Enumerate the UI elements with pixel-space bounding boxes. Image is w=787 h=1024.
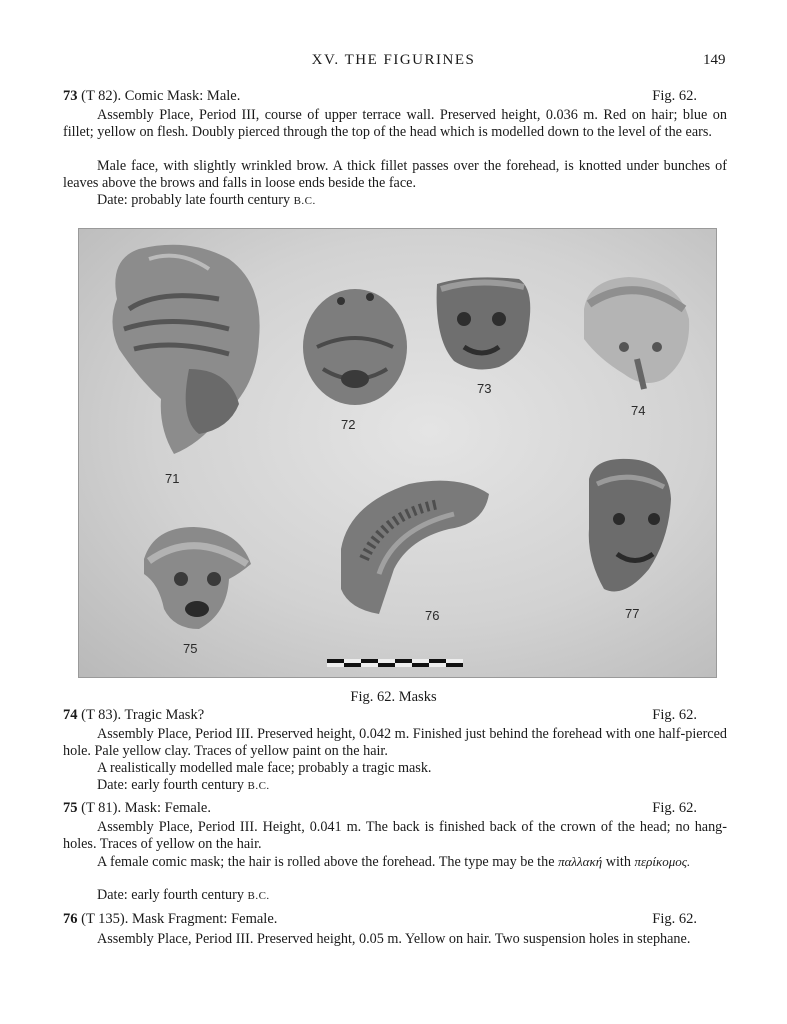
date-era: B.C.: [247, 890, 270, 902]
entry-75-description: Assembly Place, Period III. Height, 0.041 m. The back is finished back of the crown of the head; no hang-holes. Traces of yellow on the hair.: [63, 819, 727, 853]
entry-title: Mask: Female.: [124, 800, 211, 816]
mask-72-image: [303, 289, 407, 405]
entry-73-date: [63, 192, 727, 210]
entry-75-description-2: [63, 853, 727, 871]
figure-label-76: 76: [425, 608, 440, 623]
catalog-number: (T 83).: [81, 707, 122, 723]
figure-reference: Fig. 62.: [652, 911, 697, 927]
description-text: A female comic mask; the hair is rolled above the forehead. The type may be the: [97, 854, 555, 870]
figure-label-72: 72: [341, 417, 356, 432]
figure-reference: Fig. 62.: [652, 800, 697, 816]
page-number: 149: [703, 52, 726, 68]
entry-76-heading: [63, 911, 697, 928]
mask-77-image: [589, 459, 671, 592]
date-text: Date: early fourth century: [97, 777, 244, 793]
entry-73-description: Assembly Place, Period III, course of upper terrace wall. Preserved height, 0.036 m. Red on hair; blue on fillet; yellow on flesh. Doubly pierced through the top of the head which is modelled down to the level of the ears.: [63, 107, 727, 141]
entry-74-date: [63, 777, 727, 795]
figure-plate-masks: [78, 228, 717, 678]
date-text: Date: early fourth century: [97, 887, 244, 903]
entry-number: 75: [63, 800, 78, 816]
greek-term: περίκομος.: [634, 854, 691, 869]
entry-73-heading: [63, 88, 697, 105]
entry-75-heading: [63, 800, 697, 817]
date-text: Date: probably late fourth century: [97, 192, 291, 208]
entry-75-date: [63, 887, 727, 905]
figure-label-74: 74: [631, 403, 646, 418]
catalog-number: (T 81).: [81, 800, 122, 816]
date-era: B.C.: [293, 195, 316, 207]
entry-number: 74: [63, 707, 78, 723]
mask-73-image: [437, 277, 531, 369]
catalog-number: (T 82).: [81, 88, 122, 104]
figure-label-73: 73: [477, 381, 492, 396]
figure-reference: Fig. 62.: [652, 707, 697, 723]
entry-74-heading: [63, 707, 697, 724]
scale-bar: [327, 659, 463, 667]
mask-75-image: [144, 527, 251, 629]
entry-number: 73: [63, 88, 78, 104]
greek-term: παλλακή: [558, 854, 603, 869]
catalog-number: (T 135).: [81, 911, 129, 927]
entry-title: Comic Mask: Male.: [124, 88, 241, 104]
entry-76-description: Assembly Place, Period III. Preserved height, 0.05 m. Yellow on hair. Two suspension holes in stephane.: [97, 931, 691, 947]
masks-photograph: [79, 229, 716, 677]
figure-label-75: 75: [183, 641, 198, 656]
mask-76-image: [341, 481, 489, 614]
mask-71-image: [112, 245, 259, 454]
entry-74-description-2: A realistically modelled male face; probably a tragic mask.: [97, 760, 432, 776]
figure-label-71: 71: [165, 471, 180, 486]
mask-74-image: [584, 277, 689, 389]
running-head: XV. THE FIGURINES: [311, 52, 476, 68]
entry-title: Mask Fragment: Female.: [132, 911, 278, 927]
entry-number: 76: [63, 911, 78, 927]
figure-reference: Fig. 62.: [652, 88, 697, 104]
entry-73-description-2: Male face, with slightly wrinkled brow. A thick fillet passes over the forehead, is knotted under bunches of leaves above the brows and falls in loose ends beside the face.: [63, 158, 727, 192]
description-text: with: [605, 854, 631, 870]
entry-74-description: Assembly Place, Period III. Preserved height, 0.042 m. Finished just behind the forehead with one half-pierced hole. Pale yellow clay. Traces of yellow paint on the hair.: [63, 726, 727, 760]
figure-caption: Fig. 62. Masks: [350, 689, 437, 705]
entry-title: Tragic Mask?: [124, 707, 205, 723]
date-era: B.C.: [247, 780, 270, 792]
figure-label-77: 77: [625, 606, 640, 621]
